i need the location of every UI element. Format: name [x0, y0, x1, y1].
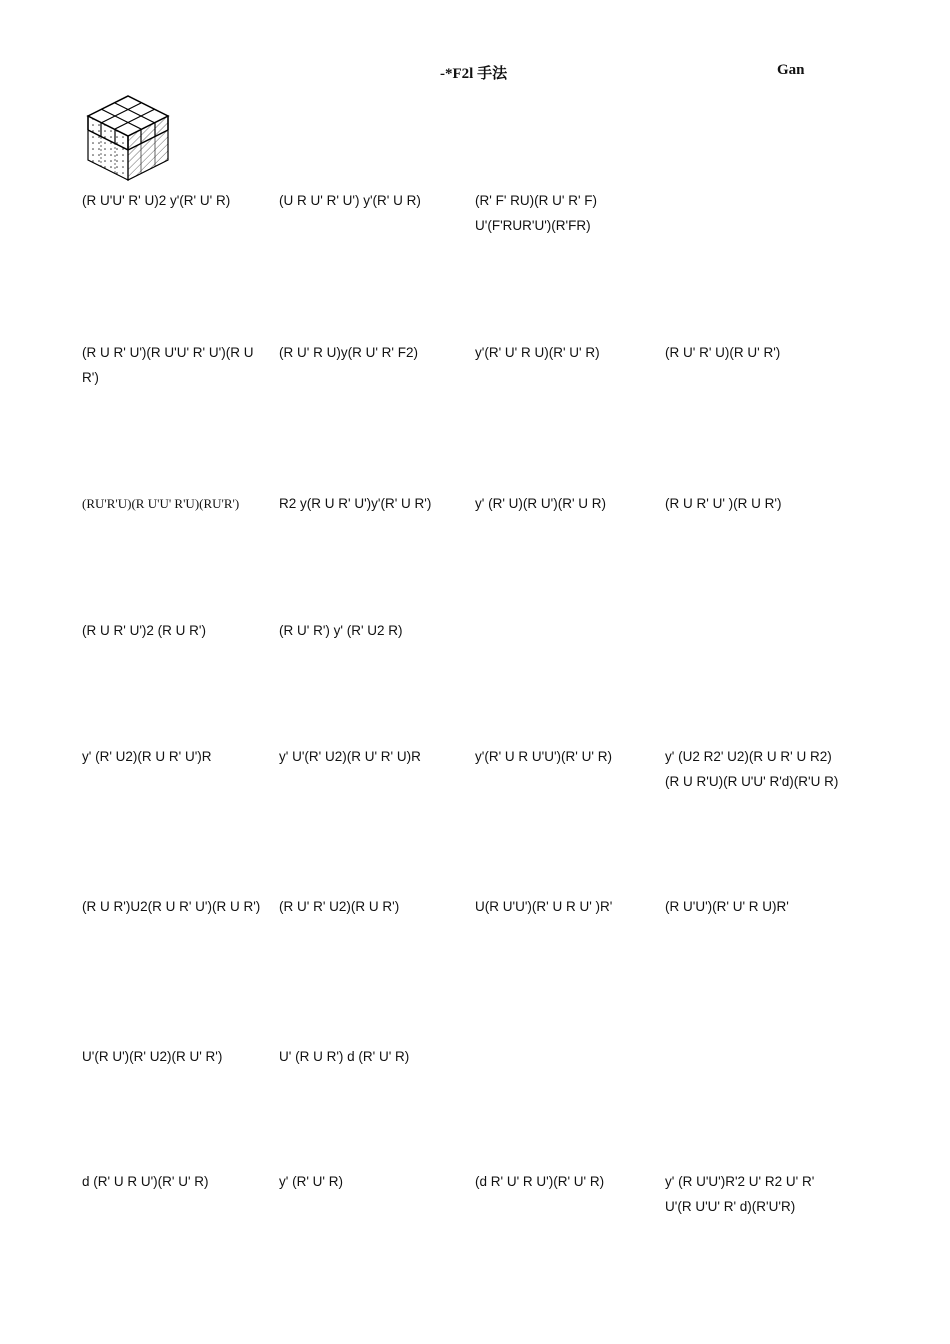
algorithm-cell: U' (R U R') d (R' U' R) — [279, 1049, 410, 1064]
algorithm-cell: y' (R' U2)(R U R' U')R — [82, 749, 212, 764]
algorithm-row-7 — [82, 1044, 862, 1104]
algorithm-cell: (R' F' RU)(R U' R' F) U'(F'RUR'U')(R'FR) — [475, 193, 598, 233]
algorithm-cell: (R U' R' U2)(R U R') — [279, 899, 400, 914]
algorithm-cell: (R U R')U2(R U R' U')(R U R') — [82, 899, 261, 914]
algorithm-cell: y'(R' U R U'U')(R' U' R) — [475, 749, 612, 764]
algorithm-row-5 — [82, 744, 862, 804]
algorithm-cell: (R U R' U')(R U'U' R' U')(R U R') — [82, 345, 254, 385]
algorithm-cell: (R U R' U' )(R U R') — [665, 496, 782, 511]
algorithm-cell: R2 y(R U R' U')y'(R' U R') — [279, 496, 432, 511]
algorithm-row-3 — [82, 491, 862, 551]
algorithm-row-2 — [82, 340, 862, 400]
algorithm-cell: (RU'R'U)(R U'U' R'U)(RU'R') — [82, 496, 240, 511]
algorithm-cell: U(R U'U')(R' U R U' )R' — [475, 899, 613, 914]
page-title: -*F2l 手法 — [440, 66, 508, 82]
algorithm-cell: (R U' R' U)(R U' R') — [665, 345, 781, 360]
algorithm-cell: d (R' U R U')(R' U' R) — [82, 1174, 209, 1189]
algorithm-cell: U'(R U')(R' U2)(R U' R') — [82, 1049, 223, 1064]
algorithm-cell: (U R U' R' U') y'(R' U R) — [279, 193, 421, 208]
algorithm-cell: (R U'U')(R' U' R U)R' — [665, 899, 789, 914]
algorithm-row-8 — [82, 1169, 862, 1229]
algorithm-cell: y'(R' U' R U)(R' U' R) — [475, 345, 600, 360]
algorithm-cell: (R U' R U)y(R U' R' F2) — [279, 345, 418, 360]
algorithm-cell: y' (R' U' R) — [279, 1174, 343, 1189]
algorithm-cell: y' (R U'U')R'2 U' R2 U' R' U'(R U'U' R' d)(R'U'R) — [665, 1174, 815, 1214]
algorithm-row-4 — [82, 618, 862, 678]
algorithm-cell: (R U' R') y' (R' U2 R) — [279, 623, 403, 638]
algorithm-row-1 — [82, 188, 862, 248]
algorithm-cell: (d R' U' R U')(R' U' R) — [475, 1174, 605, 1189]
algorithm-cell: y' (R' U)(R U')(R' U R) — [475, 496, 607, 511]
algorithm-cell: (R U R' U')2 (R U R') — [82, 623, 206, 638]
algorithm-cell: y' U'(R' U2)(R U' R' U)R — [279, 749, 421, 764]
author-name: Gan — [777, 62, 805, 78]
algorithm-cell: (R U'U' R' U)2 y'(R' U' R) — [82, 193, 231, 208]
rubiks-cube-icon — [84, 86, 172, 182]
algorithm-row-6 — [82, 894, 862, 954]
algorithm-cell: y' (U2 R2' U2)(R U R' U R2) (R U R'U)(R U'U' R'd)(R'U R) — [665, 749, 839, 789]
